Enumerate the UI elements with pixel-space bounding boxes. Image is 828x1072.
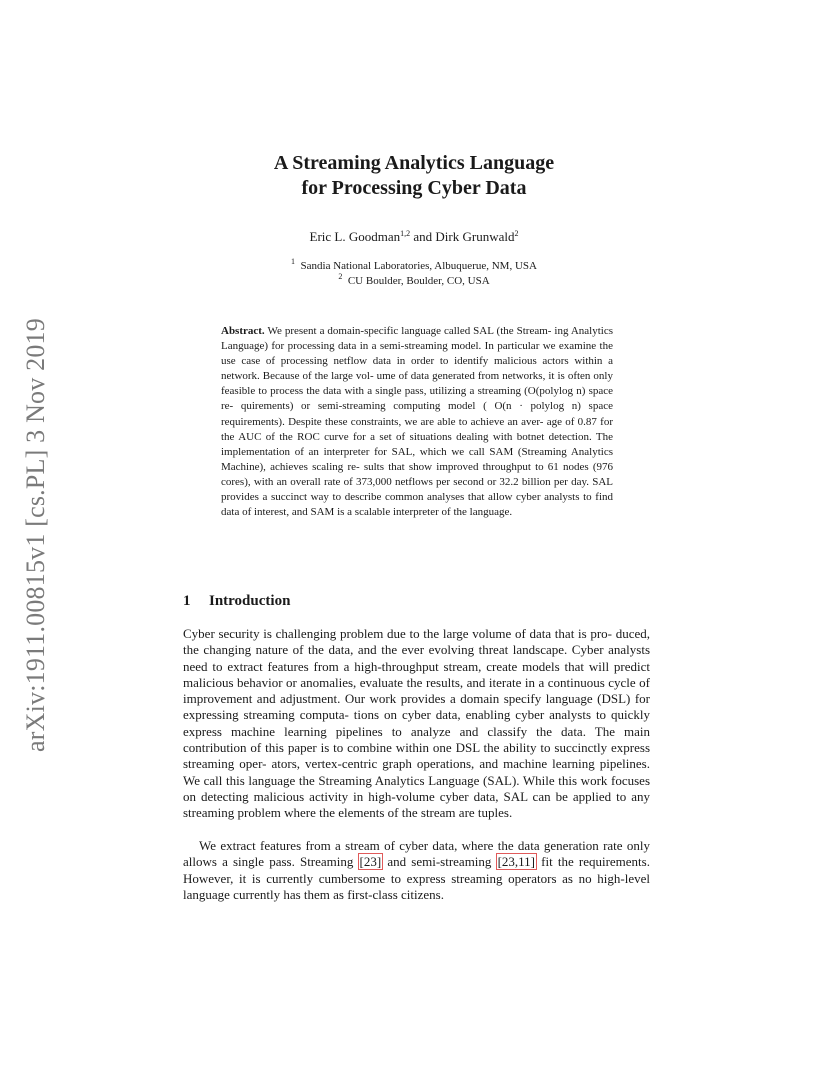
paper-title-line-1: A Streaming Analytics Language (273, 152, 555, 174)
affiliation-mark: 2 (338, 272, 343, 281)
abstract (221, 324, 613, 520)
paragraph-text: fit the requirements. However, it is currently cumbersome to express streaming operators as no high-level language currently has them as first-class citizens. (183, 854, 650, 902)
paragraph-text: We extract features from a stream of cyber data, where the data generation rate only allows a single pass. Streaming (183, 838, 650, 870)
affiliation-mark: 1 (291, 257, 296, 266)
author-affiliation-mark: 2 (514, 229, 519, 238)
paper-title-line-2: for Processing Cyber Data (301, 177, 527, 199)
affiliation-2 (0, 274, 828, 289)
affiliation-text: CU Boulder, Boulder, CO, USA (347, 275, 490, 287)
citation-link[interactable]: [23,11] (497, 854, 535, 870)
abstract-label: Abstract. (221, 325, 265, 337)
section-heading-introduction (183, 591, 290, 611)
section-title: Introduction (209, 593, 291, 609)
abstract-text: We present a domain-specific language called SAL (the Stream- ing Analytics Language) for processing data in a semi-streaming model. In particular we examine the use case of processing netflow data in order to identify malicious actors within a network. Because of the large vol- ume of data generated from networks, it is often only feasible to process the data with a single pass, utilizing a streaming (O(polylog n) space re- quirements) or semi-streaming computing model ( O(n · polylog n) space requirements). Despite these constraints, we are able to achieve an aver- age of 0.87 for the AUC of the ROC curve for a set of situations dealing with botnet detection. The implementation of an interpreter for SAL, which we call SAM (Streaming Analytics Machine), achieves scaling re- sults that show improved throughput to 61 nodes (976 cores), with an overall rate of 373,000 netflows per second or 32.2 billion per day. SAL provides a succinct way to describe common analyses that allow cyber analysts to find data of interest, and SAM is a scalable interpreter of the language. (221, 325, 613, 519)
section-number: 1 (183, 593, 191, 609)
author-affiliation-mark: 1,2 (400, 229, 411, 238)
affiliation-1 (0, 259, 828, 274)
author-name: Dirk Grunwald (435, 229, 515, 244)
arxiv-identifier-stamp: arXiv:1911.00815v1 [cs.PL] 3 Nov 2019 (21, 318, 50, 752)
affiliation-text: Sandia National Laboratories, Albuquerue, NM, USA (300, 260, 537, 272)
intro-paragraph-1: Cyber security is challenging problem due to the large volume of data that is pro- duced, the changing nature of the data, and the ever evolving threat landscape. Cyber analysts need to extract features from a high-throughput stream, create models that will predict malicious behavior or anomalies, evaluate the results, and iterate in a continuous cycle of improvement and adjustment. Our work provides a domain specify language (DSL) for expressing streaming computa- tions on cyber data, enabling cyber analysts to quickly express machine learning pipelines to analyze and classify the data. The main contribution of this paper is to combine within one DSL the ability to succinctly express streaming oper- ators, vertex-centric graph operations, and machine learning pipelines. We call this language the Streaming Analytics Language (SAL). While this work focuses on detecting malicious activity in high-volume cyber data, SAL can be applied to any streaming problem where the elements of the stream are tuples. (183, 626, 650, 821)
intro-paragraph-2 (183, 838, 650, 903)
author-connector: and (410, 229, 436, 244)
author-name: Eric L. Goodman (309, 229, 401, 244)
citation-link[interactable]: [23] (359, 854, 382, 870)
author-list (0, 228, 828, 246)
paragraph-text: and semi-streaming (382, 854, 497, 870)
